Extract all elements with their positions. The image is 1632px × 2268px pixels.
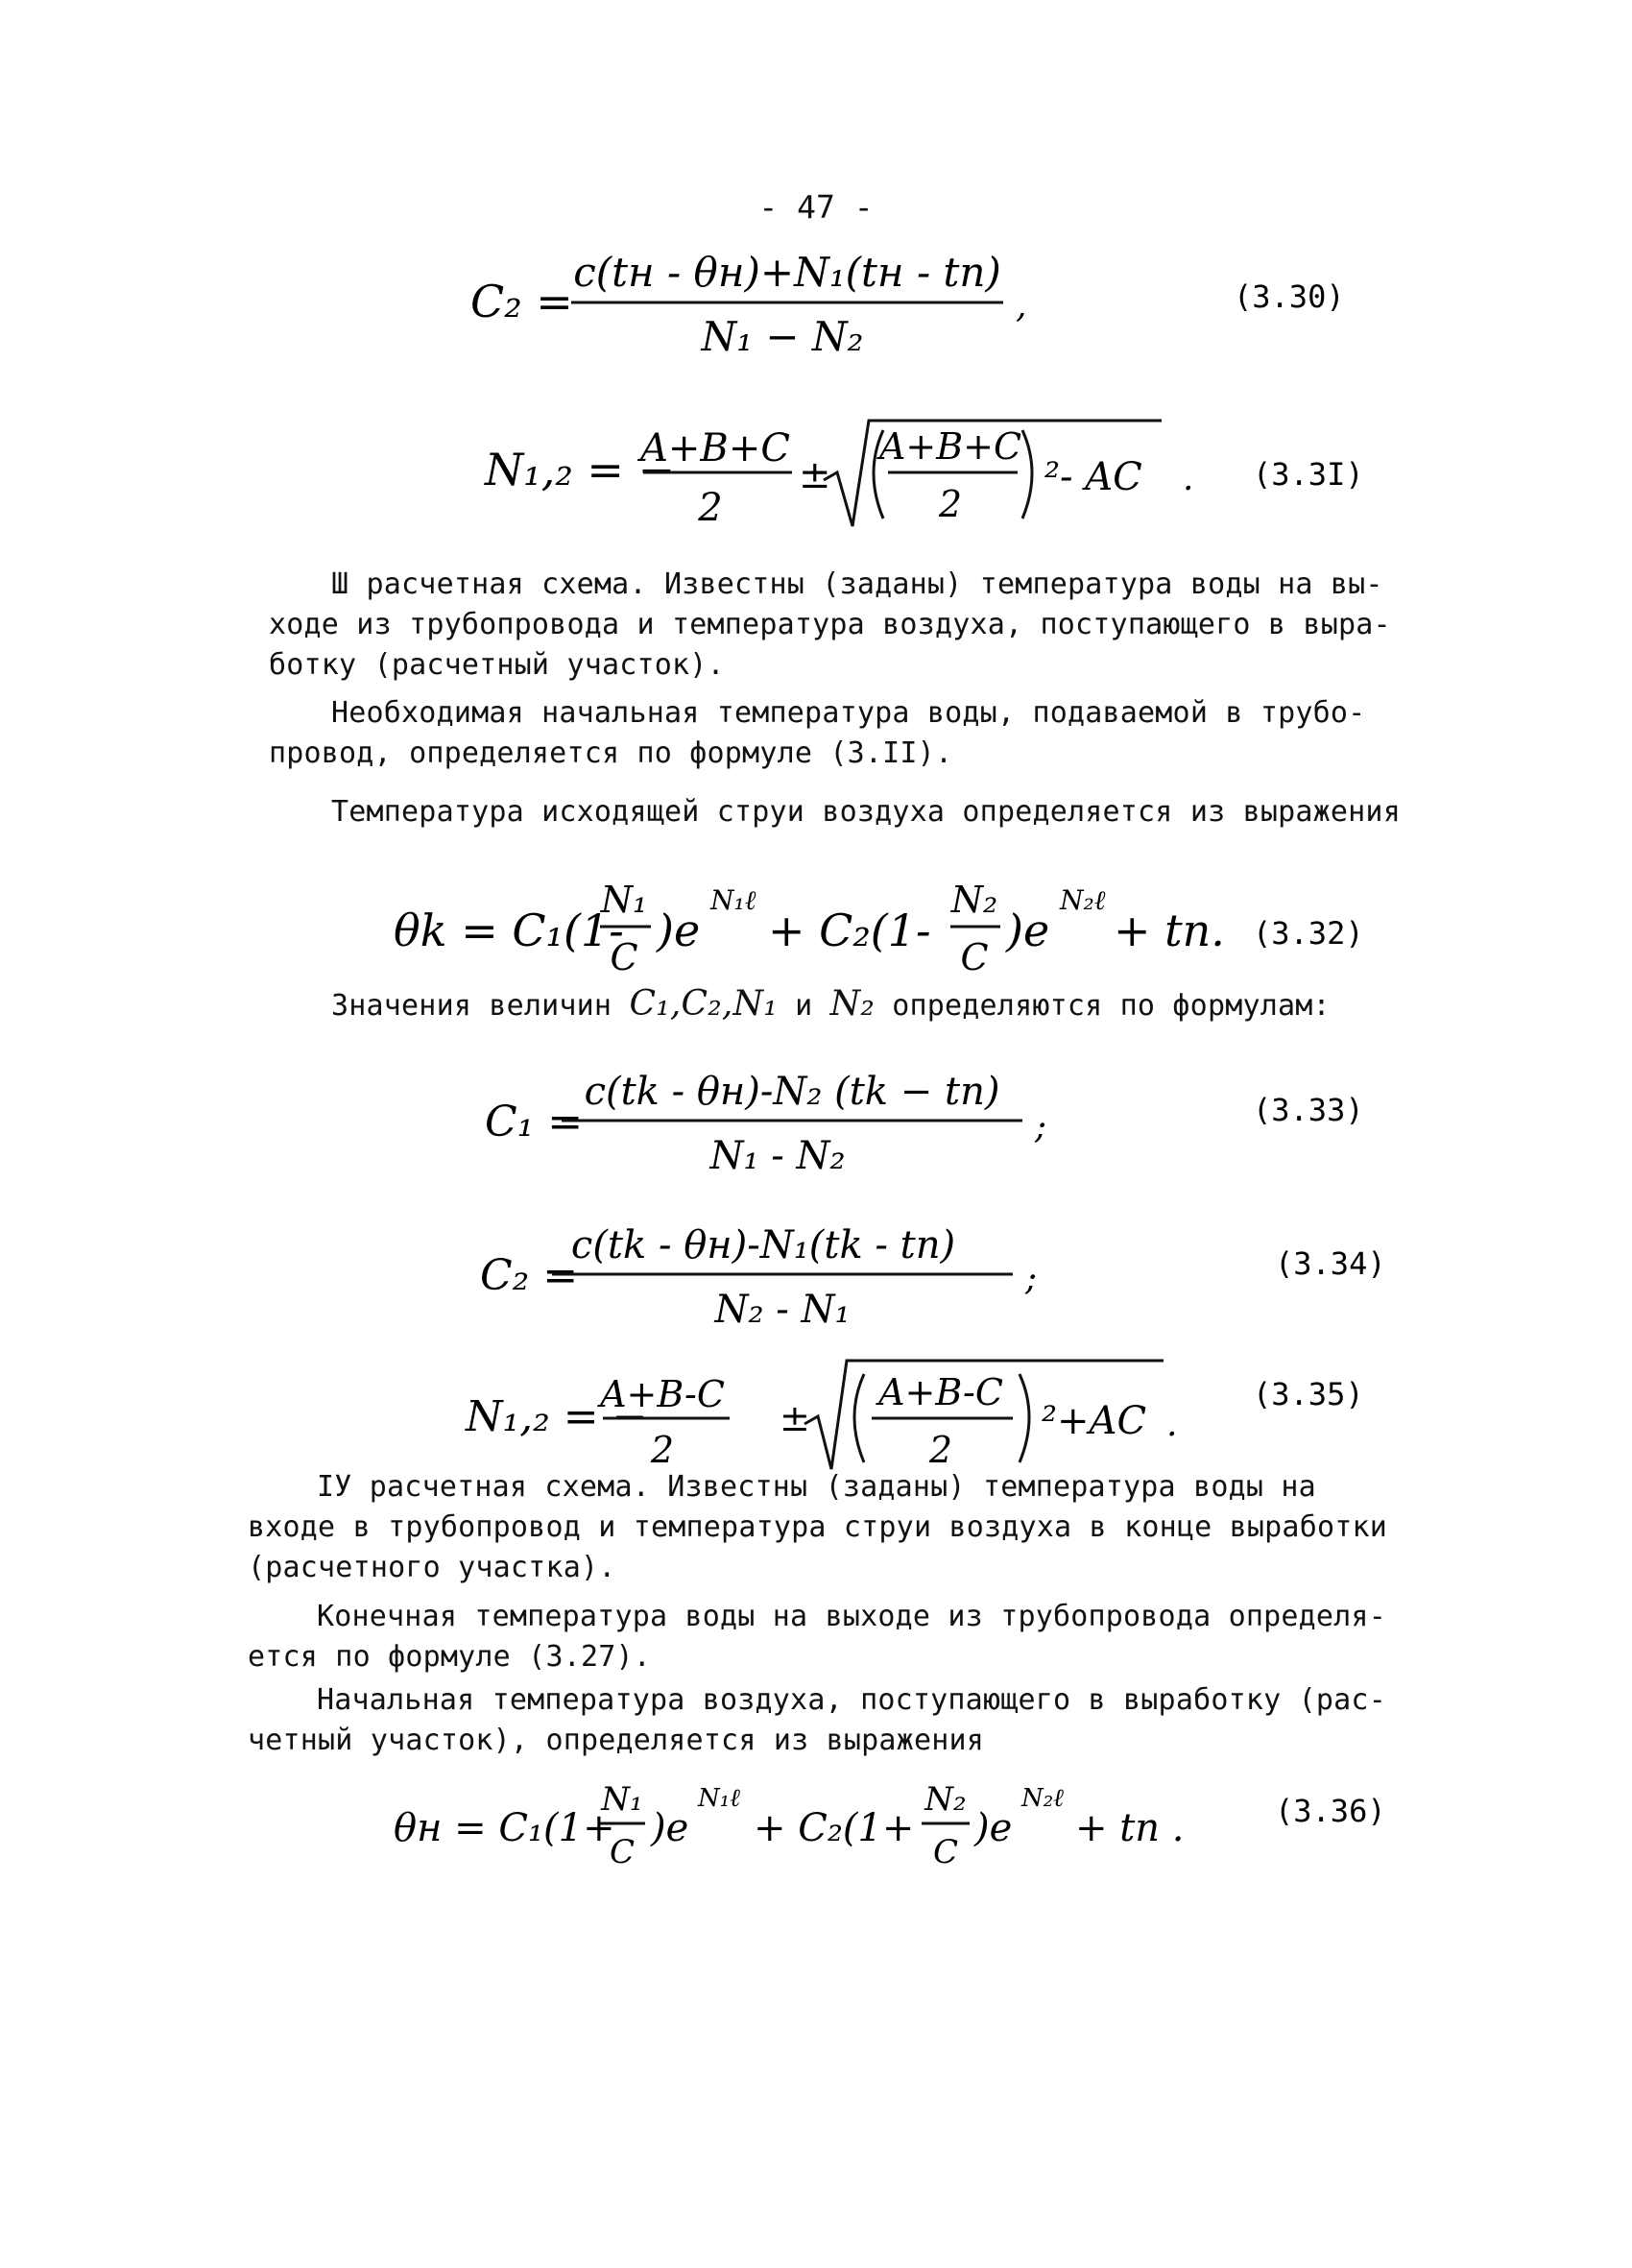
- text-line: ходе из трубопровода и температура воздуха, поступающего в выра-: [269, 608, 1391, 641]
- eq-lhs: C₂ =: [480, 1251, 579, 1300]
- eq-exp2: N₂ℓ: [1021, 1784, 1065, 1813]
- eq-exp1: N₁ℓ: [698, 1784, 741, 1813]
- paragraph-scheme-4: [248, 1467, 1387, 1588]
- equation-number: (3.3I): [1253, 456, 1364, 493]
- eq-exp2: N₂ℓ: [1060, 884, 1106, 916]
- text-line: IУ расчетная схема. Известны (заданы) температура воды на: [317, 1470, 1316, 1504]
- eq-trail: ;: [1025, 1259, 1038, 1298]
- eq-f2-num: N₂: [950, 879, 998, 921]
- eq-f1-den: C: [609, 1833, 636, 1871]
- equation-3-35: [0, 1349, 1632, 1479]
- eq-trail: ;: [1035, 1107, 1047, 1146]
- paragraph-scheme-3: [269, 565, 1391, 686]
- equation-number: (3.34): [1275, 1245, 1386, 1282]
- text-span: Значения величин: [331, 989, 612, 1023]
- eq-expr-e: + tп .: [1075, 1806, 1185, 1850]
- text-span: и: [795, 989, 813, 1023]
- paragraph-initial-water-temp: [269, 693, 1366, 774]
- eq-frac-den: 2: [650, 1429, 675, 1471]
- eq-denominator: N₁ - N₂: [709, 1134, 846, 1178]
- eq-f1-num: N₁: [600, 879, 648, 921]
- equation-3-34: [0, 1215, 1632, 1339]
- text-line: ется по формуле (3.27).: [248, 1640, 652, 1674]
- text-line: четный участок), определяется из выражения: [248, 1724, 984, 1757]
- text-span: определяются по формулам:: [892, 989, 1331, 1023]
- text-line: провод, определяется по формуле (3.II).: [269, 736, 953, 770]
- eq-numerator: c(tk - θн)-N₂ (tk − tп): [584, 1070, 1000, 1114]
- equation-3-30: [0, 240, 1632, 374]
- page-number: - 47 -: [758, 188, 874, 226]
- eq-f2-den: C: [932, 1833, 959, 1871]
- eq-root-num: A+B+C: [878, 425, 1022, 468]
- eq-pm: ±: [799, 453, 831, 497]
- text-line: Необходимая начальная температура воды, подаваемой в трубо-: [331, 696, 1366, 730]
- eq-expr-a: θн = C₁(1+: [394, 1806, 615, 1850]
- paragraph-final-water-temp: [248, 1597, 1386, 1677]
- eq-denominator: N₁ − N₂: [701, 313, 864, 360]
- eq-root-den: 2: [928, 1429, 953, 1471]
- eq-expr-e: + tп.: [1114, 905, 1225, 956]
- equation-3-33: [0, 1061, 1632, 1186]
- eq-expr-d: )e: [1006, 905, 1050, 956]
- paragraph-outgoing-air-temp: [331, 792, 1401, 832]
- text-line: ботку (расчетный участок).: [269, 648, 725, 682]
- eq-pm: ±: [780, 1397, 810, 1439]
- equation-number: (3.36): [1275, 1793, 1386, 1829]
- eq-lhs: N₁,₂ = −: [485, 444, 676, 495]
- text-line: входе в трубопровод и температура струи воздуха в конце выработки: [248, 1510, 1387, 1544]
- equation-number: (3.33): [1253, 1092, 1364, 1128]
- eq-trail: .: [1166, 1405, 1178, 1444]
- equation-3-36: [0, 1762, 1632, 1887]
- eq-root-tail: ²- AC: [1044, 455, 1142, 499]
- eq-f1-num: N₁: [601, 1780, 643, 1819]
- eq-root-tail: ²+AC: [1042, 1399, 1147, 1443]
- eq-expr-c: + C₂(1+: [754, 1806, 915, 1850]
- eq-frac-num: A+B-C: [600, 1373, 725, 1415]
- eq-expr-b: )e: [657, 905, 701, 956]
- eq-root-den: 2: [938, 483, 963, 525]
- eq-numerator: c(tн - θн)+N₁(tн - tп): [573, 249, 1001, 296]
- equation-3-31: [0, 413, 1632, 538]
- equation-3-32: [0, 869, 1632, 994]
- eq-trail: ,: [1016, 286, 1027, 326]
- eq-f1-den: C: [610, 936, 638, 978]
- text-line: Конечная температура воды на выходе из трубопровода определя-: [317, 1600, 1386, 1633]
- inline-math: C₁,C₂,N₁: [629, 984, 778, 1024]
- eq-trail: .: [1183, 459, 1194, 498]
- text-line: Температура исходящей струи воздуха определяется из выражения: [331, 795, 1401, 829]
- eq-root-num: A+B-C: [878, 1371, 1003, 1413]
- eq-lhs: N₁,₂ = −: [466, 1392, 648, 1441]
- eq-expr-d: )e: [974, 1806, 1013, 1850]
- eq-expr-a: θk = C₁(1-: [394, 905, 624, 956]
- paragraph-initial-air-temp: [248, 1680, 1386, 1761]
- text-line: Начальная температура воздуха, поступающего в выработку (рас-: [317, 1683, 1386, 1717]
- eq-f2-den: C: [960, 936, 989, 978]
- eq-expr-c: + C₂(1-: [768, 905, 931, 956]
- eq-frac-den: 2: [698, 486, 723, 530]
- paragraph-values: [331, 984, 1331, 1026]
- eq-numerator: c(tk - θн)-N₁(tk - tп): [570, 1223, 956, 1267]
- eq-f2-num: N₂: [924, 1780, 967, 1819]
- eq-lhs: C₂ =: [470, 276, 573, 327]
- text-line: Ш расчетная схема. Известны (заданы) температура воды на вы-: [331, 567, 1383, 601]
- eq-lhs: C₁ =: [485, 1098, 584, 1146]
- equation-number: (3.35): [1253, 1376, 1364, 1412]
- text-line: (расчетного участка).: [248, 1551, 616, 1584]
- eq-exp1: N₁ℓ: [710, 884, 756, 916]
- eq-frac-num: A+B+C: [640, 426, 790, 470]
- equation-number: (3.30): [1234, 278, 1345, 315]
- inline-math: N₂: [829, 984, 875, 1024]
- equation-number: (3.32): [1253, 915, 1364, 952]
- eq-denominator: N₂ - N₁: [714, 1288, 851, 1332]
- eq-expr-b: )e: [651, 1806, 689, 1850]
